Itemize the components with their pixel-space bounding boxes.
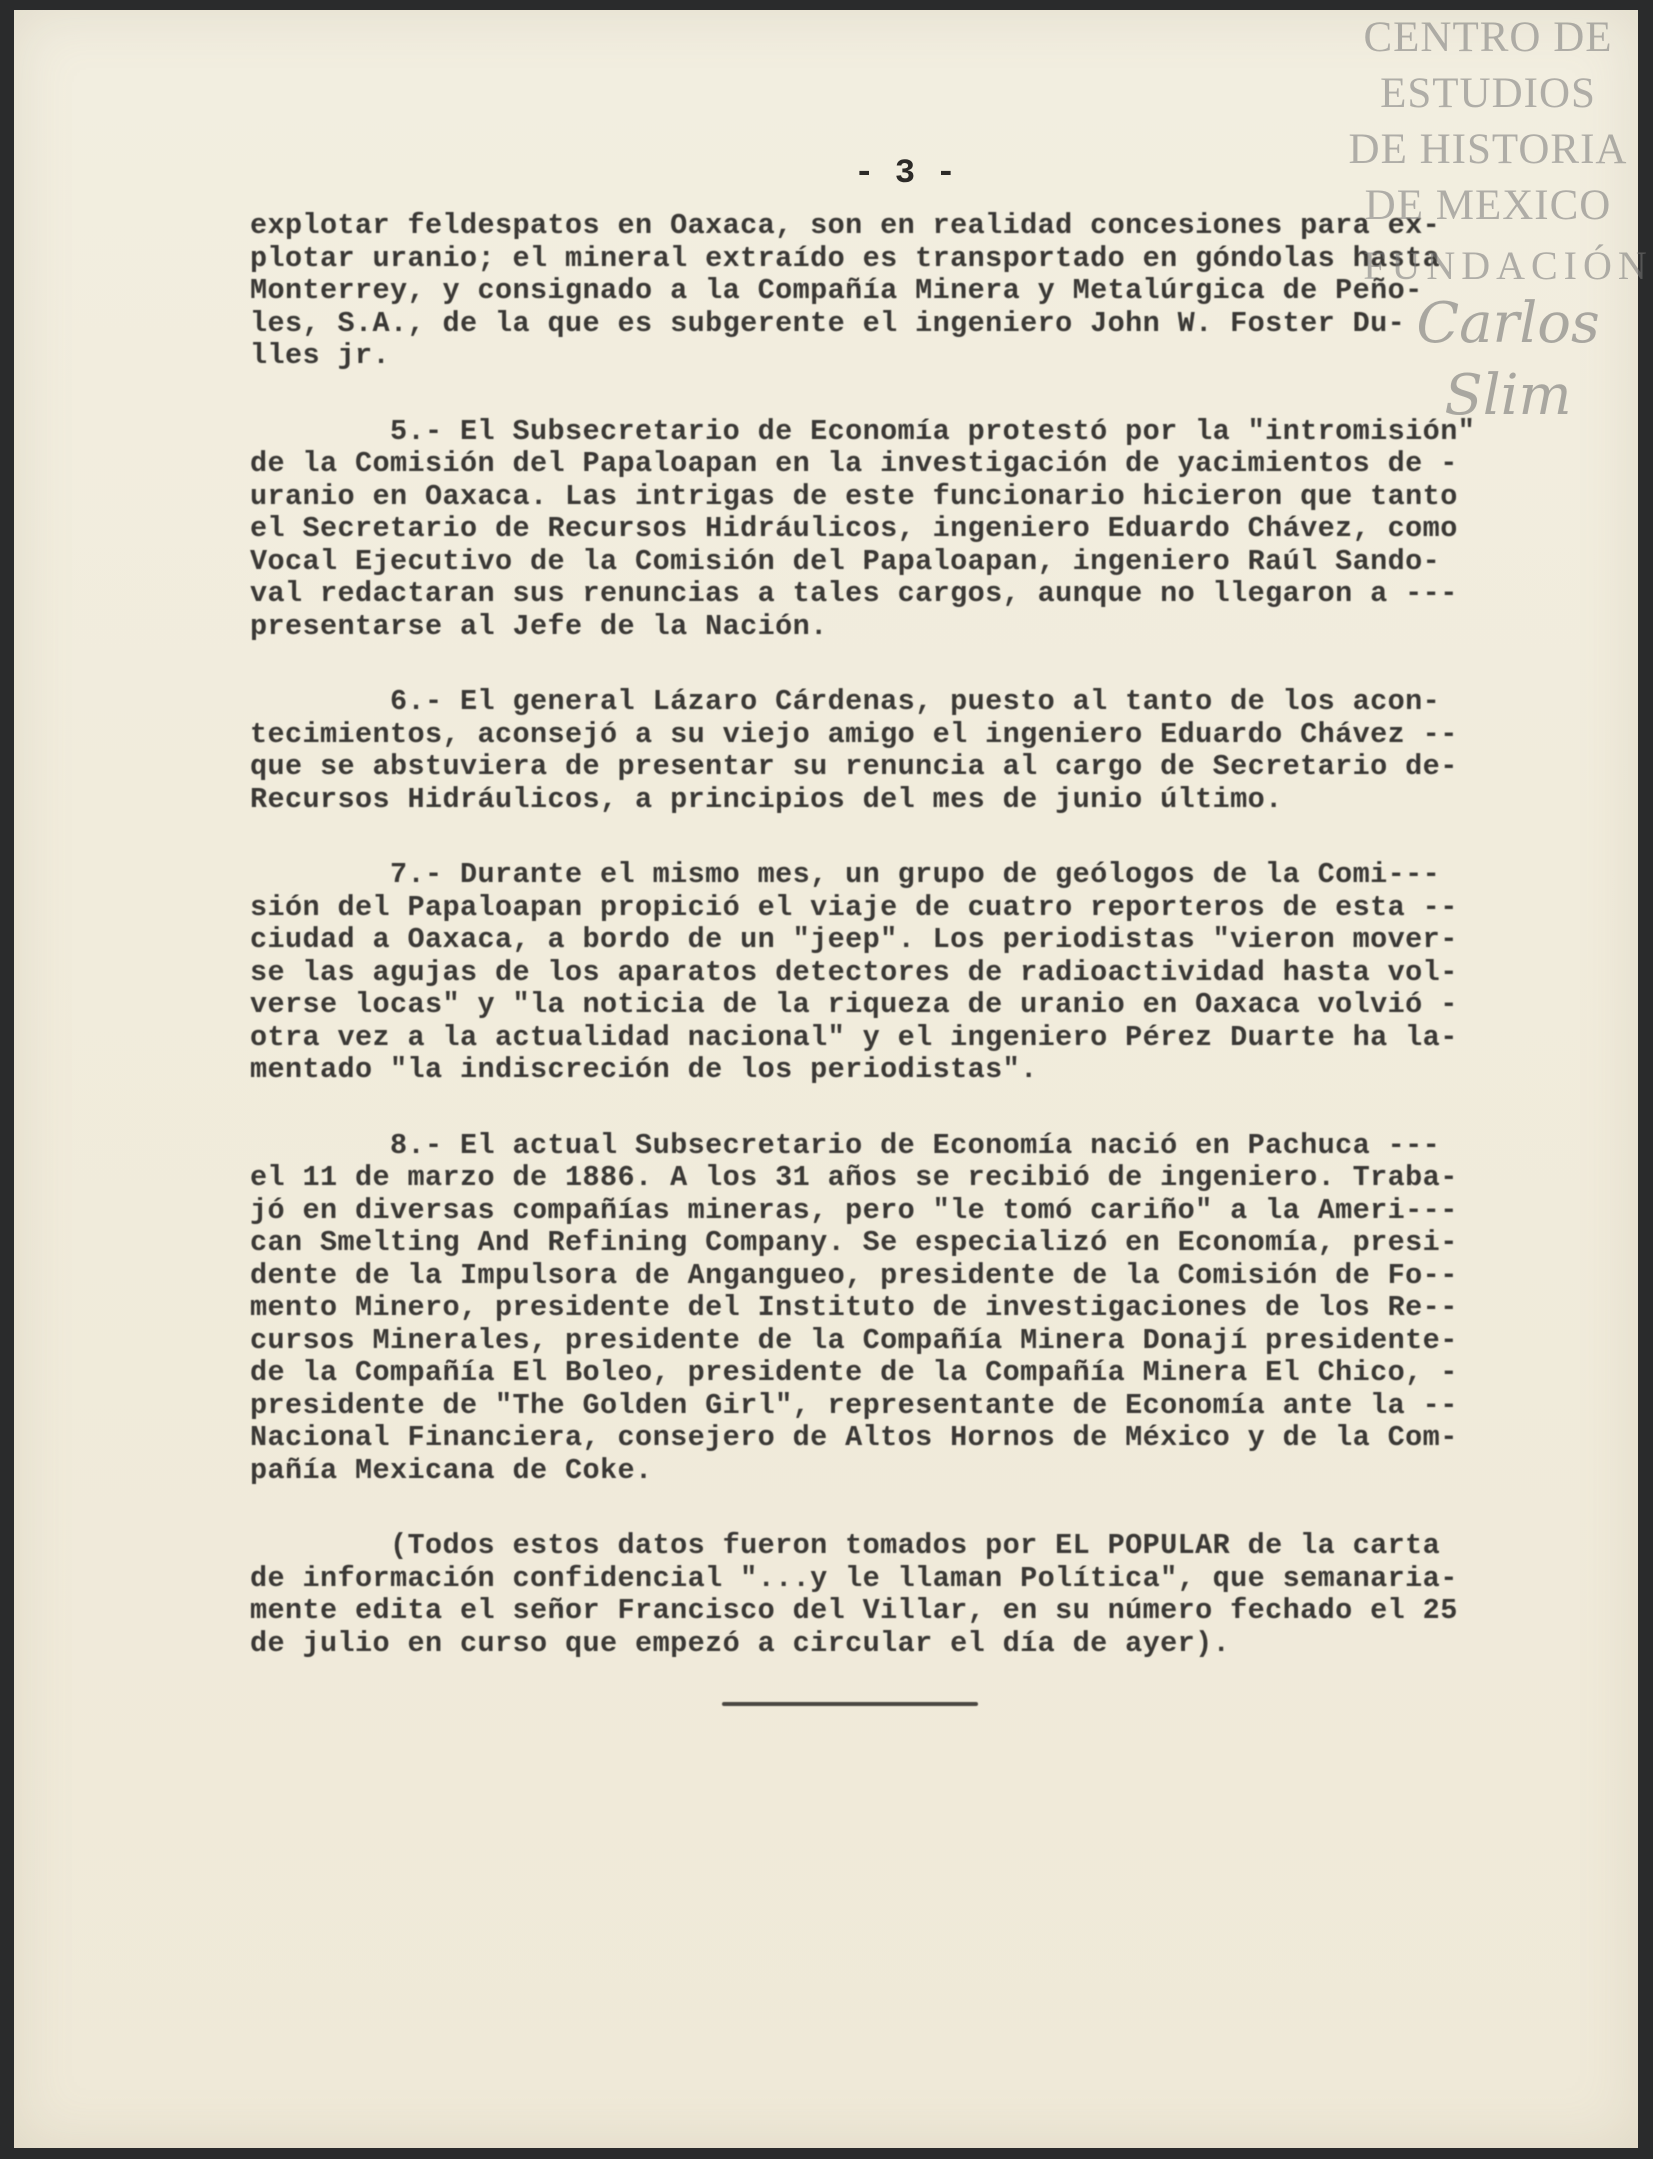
text-line: dente de la Impulsora de Angangueo, presidente de la Comisión de Fo-- [250,1258,1458,1292]
text-line: mente edita el señor Francisco del Villar, en su número fechado el 25 [250,1594,1458,1627]
text-line: verse locas" y "la noticia de la riqueza de uranio en Oaxaca volvió - [250,988,1458,1021]
text-line: se las agujas de los aparatos detectores de radioactividad hasta vol- [250,955,1458,989]
text-line: Nacional Financiera, consejero de Altos Hornos de México y de la Com- [250,1421,1458,1454]
text-line: 6.- El general Lázaro Cárdenas, puesto al tanto de los acon- [250,685,1441,718]
watermark-line: DE MEXICO [1364,181,1612,229]
text-line: otra vez a la actualidad nacional" y el ingeniero Pérez Duarte ha la- [250,1020,1458,1054]
text-line: de información confidencial "...y le llaman Política", que semanaria- [250,1561,1458,1595]
text-line: sión del Papaloapan propició el viaje de cuatro reporteros de esta -- [250,890,1458,924]
paragraph-8 [250,1130,1595,1488]
text-line: 8.- El actual Subsecretario de Economía nació en Pachuca --- [250,1128,1441,1162]
text-line: plotar uranio; el mineral extraído es transportado en góndolas hasta [250,241,1441,275]
text-line: el Secretario de Recursos Hidráulicos, ingeniero Eduardo Chávez, como [250,512,1458,545]
text-line: 5.- El Subsecretario de Economía protestó por la "intromisión" [250,414,1476,448]
archive-watermark [1323,10,1653,433]
text-line: de la Compañía El Boleo, presidente de la Compañía Minera El Chico, - [250,1356,1458,1389]
text-line: mentado "la indiscreción de los periodistas". [250,1053,1038,1086]
text-line: Vocal Ejecutivo de la Comisión del Papaloapan, ingeniero Raúl Sando- [250,544,1441,578]
text-line: 7.- Durante el mismo mes, un grupo de geólogos de la Comi--- [250,858,1441,891]
text-line: presidente de "The Golden Girl", representante de Economía ante la -- [250,1388,1458,1422]
text-line: mento Minero, presidente del Instituto de investigaciones de los Re-- [250,1291,1458,1324]
text-line: cursos Minerales, presidente de la Compañía Minera Donají presidente- [250,1323,1458,1357]
paragraph-5 [250,416,1595,644]
text-line: can Smelting And Refining Company. Se especializó en Economía, presi- [250,1226,1458,1259]
paragraph-6 [250,686,1595,816]
text-line: jó en diversas compañías mineras, pero "le tomó cariño" a la Ameri--- [250,1193,1458,1227]
text-line: presentarse al Jefe de la Nación. [250,609,828,643]
paragraph-7 [250,859,1595,1087]
text-line: de la Comisión del Papaloapan en la investigación de yacimientos de - [250,447,1458,480]
text-line: Monterrey, y consignado a la Compañía Minera y Metalúrgica de Peño- [250,274,1423,307]
text-line: tecimientos, aconsejó a su viejo amigo el ingeniero Eduardo Chávez -- [250,717,1458,751]
text-line: de julio en curso que empezó a circular el día de ayer). [250,1626,1231,1660]
text-line: val redactaran sus renuncias a tales cargos, aunque no llegaron a --- [250,577,1458,610]
text-line: explotar feldespatos en Oaxaca, son en realidad concesiones para ex- [250,209,1441,242]
text-line: pañía Mexicana de Coke. [250,1453,653,1487]
closing-divider [722,1702,978,1706]
text-line: lles jr. [250,339,391,372]
text-line: Recursos Hidráulicos, a principios del mes de junio último. [250,782,1283,816]
source-note [250,1530,1595,1660]
watermark-line: CENTRO DE [1363,14,1613,61]
text-line: les, S.A., de la que es subgerente el ingeniero John W. Foster Du- [250,306,1406,340]
watermark-foundation: FUNDACIÓN [1363,242,1653,288]
text-line: uranio en Oaxaca. Las intrigas de este funcionario hicieron que tanto [250,479,1458,513]
text-line: el 11 de marzo de 1886. A los 31 años se recibió de ingeniero. Traba- [250,1161,1458,1194]
watermark-line: ESTUDIOS [1380,69,1596,117]
watermark-signature: Carlos Slim [1416,290,1600,429]
watermark-line: DE HISTORIA [1348,125,1628,173]
text-line: que se abstuviera de presentar su renuncia al cargo de Secretario de- [250,750,1458,783]
text-line: ciudad a Oaxaca, a bordo de un "jeep". Los periodistas "vieron mover- [250,923,1458,956]
text-line: (Todos estos datos fueron tomados por EL POPULAR de la carta [250,1529,1441,1562]
page-number: - 3 - [854,155,957,193]
